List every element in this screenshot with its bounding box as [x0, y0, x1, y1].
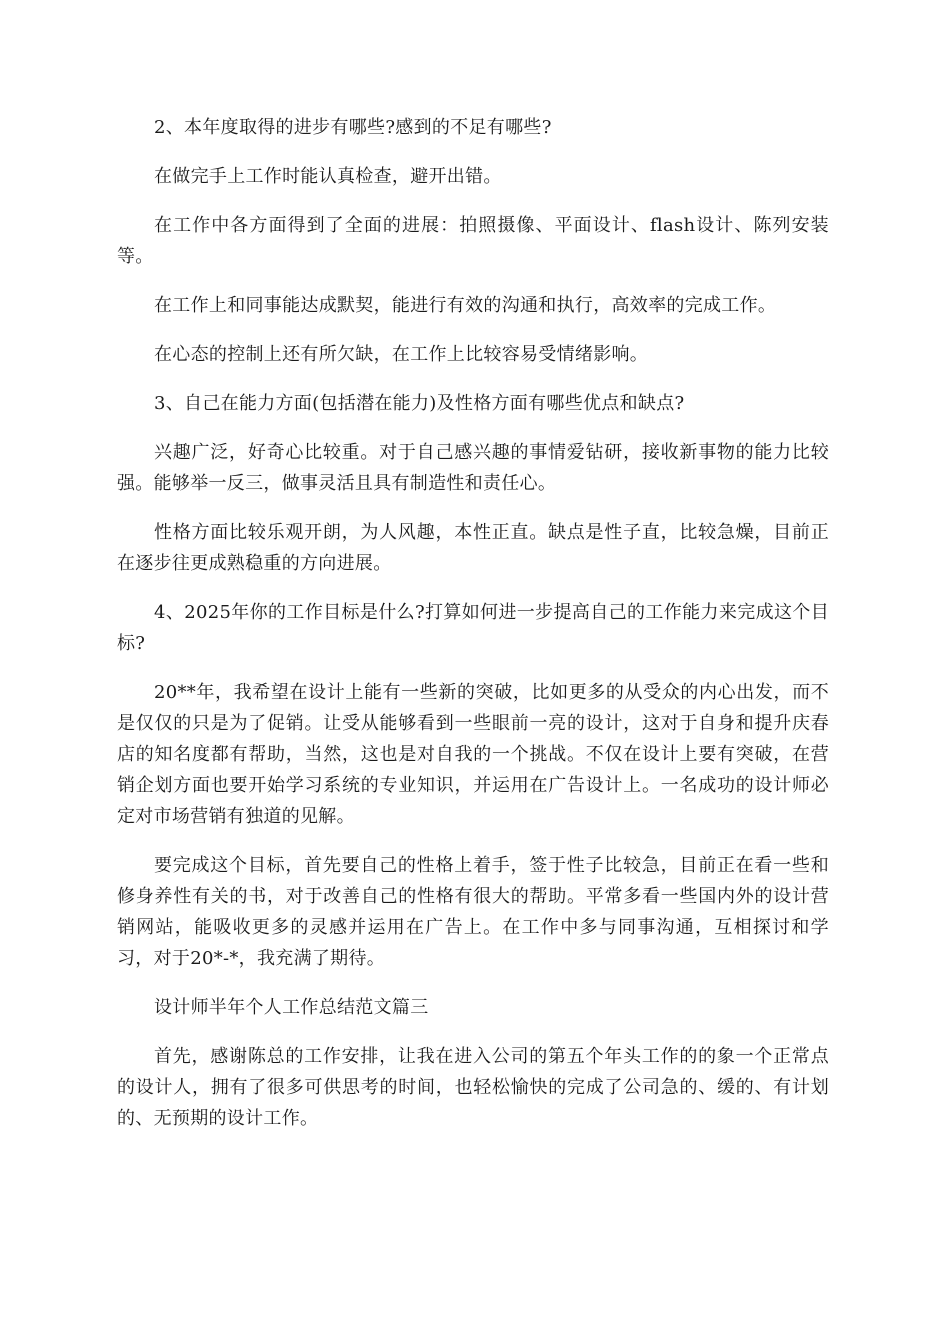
body-paragraph: 要完成这个目标，首先要自己的性格上着手，签于性子比较急，目前正在看一些和修身养性有关的书，对于改善自己的性格有很大的帮助。平常多看一些国内外的设计营销网站，能吸收更多的灵感并运用在广告上。在工作中多与同事沟通，互相探讨和学习，对于20*-*，我充满了期待。 — [117, 855, 829, 969]
body-paragraph: 在工作上和同事能达成默契，能进行有效的沟通和执行，高效率的完成工作。 — [154, 295, 777, 316]
body-paragraph: 首先，感谢陈总的工作安排，让我在进入公司的第五个年头工作的的象一个正常点的设计人，拥有了很多可供思考的时间，也轻松愉快的完成了公司急的、缓的、有计划的、无预期的设计工作。 — [117, 1046, 829, 1129]
question-heading-3: 3、自己在能力方面(包括潜在能力)及性格方面有哪些优点和缺点? — [154, 393, 685, 414]
body-paragraph: 在做完手上工作时能认真检查，避开出错。 — [154, 166, 502, 187]
body-paragraph: 在心态的控制上还有所欠缺，在工作上比较容易受情绪影响。 — [154, 344, 649, 365]
body-paragraph: 在工作中各方面得到了全面的进展：拍照摄像、平面设计、flash设计、陈列安装等。 — [117, 215, 829, 267]
body-paragraph: 兴趣广泛，好奇心比较重。对于自己感兴趣的事情爱钻研，接收新事物的能力比较强。能够举一反三，做事灵活且具有制造性和责任心。 — [117, 442, 829, 494]
question-heading-4: 4、2025年你的工作目标是什么?打算如何进一步提高自己的工作能力来完成这个目标? — [117, 602, 829, 654]
body-paragraph: 性格方面比较乐观开朗，为人风趣，本性正直。缺点是性子直，比较急燥，目前正在逐步往更成熟稳重的方向进展。 — [117, 522, 829, 574]
body-paragraph: 20**年，我希望在设计上能有一些新的突破，比如更多的从受众的内心出发，而不是仅仅的只是为了促销。让受从能够看到一些眼前一亮的设计，这对于自身和提升庆春店的知名度都有帮助，当然，这也是对自我的一个挑战。不仅在设计上要有突破，在营销企划方面也要开始学习系统的专业知识，并运用在广告设计上。一名成功的设计师必定对市场营销有独道的见解。 — [117, 682, 829, 827]
document-page — [117, 112, 829, 1152]
question-heading-2: 2、本年度取得的进步有哪些?感到的不足有哪些? — [154, 117, 552, 138]
section-title: 设计师半年个人工作总结范文篇三 — [154, 997, 429, 1018]
